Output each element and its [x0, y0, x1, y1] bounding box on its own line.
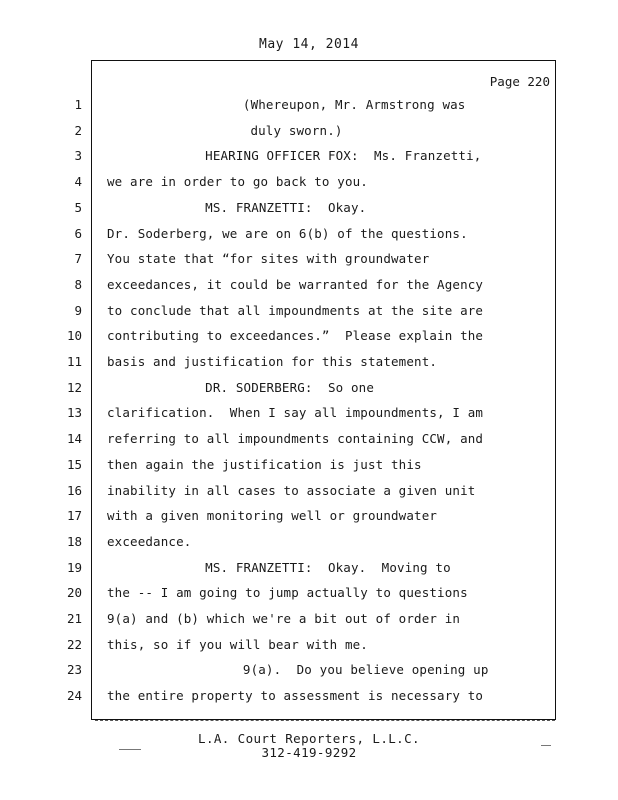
- line-number: 4: [74, 174, 82, 189]
- line-number: 7: [74, 251, 82, 266]
- transcript-line: referring to all impoundments containing CCW, and: [107, 431, 484, 446]
- line-number: 17: [66, 508, 82, 523]
- line-number: 10: [66, 328, 82, 343]
- transcript-line: this, so if you will bear with me.: [107, 637, 368, 652]
- line-number: 21: [66, 611, 82, 626]
- transcript-line: 9(a). Do you believe opening up: [242, 662, 489, 677]
- transcript-line: exceedances, it could be warranted for the Agency: [107, 277, 484, 292]
- header-date: May 14, 2014: [259, 37, 359, 52]
- transcript-line: to conclude that all impoundments at the site are: [107, 303, 484, 318]
- transcript-line: MS. FRANZETTI: Okay. Moving to: [205, 560, 451, 575]
- transcript-line: DR. SODERBERG: So one: [205, 380, 375, 395]
- frame-shadow-line: [95, 720, 555, 722]
- transcript-line: the entire property to assessment is necessary to: [107, 688, 484, 703]
- footer-firm: L.A. Court Reporters, L.L.C.: [198, 731, 420, 746]
- scan-tick: [541, 745, 551, 746]
- transcript-line: inability in all cases to associate a given unit: [107, 483, 476, 498]
- line-number: 6: [74, 226, 82, 241]
- line-number: 12: [66, 380, 82, 395]
- line-number: 11: [66, 354, 82, 369]
- line-number: 23: [66, 662, 82, 677]
- transcript-line: exceedance.: [107, 534, 192, 549]
- line-number: 19: [66, 560, 82, 575]
- transcript-line: You state that “for sites with groundwater: [107, 251, 430, 266]
- transcript-line: we are in order to go back to you.: [107, 174, 368, 189]
- line-number: 8: [74, 277, 82, 292]
- line-number: 9: [74, 303, 82, 318]
- line-number: 2: [74, 123, 82, 138]
- transcript-line: then again the justification is just this: [107, 457, 422, 472]
- line-number: 18: [66, 534, 82, 549]
- line-number: 14: [66, 431, 82, 446]
- line-number: 16: [66, 483, 82, 498]
- transcript-line: duly sworn.): [250, 123, 343, 138]
- page-number: Page 220: [489, 74, 550, 89]
- transcript-line: HEARING OFFICER FOX: Ms. Franzetti,: [205, 148, 482, 163]
- footer-phone: 312-419-9292: [261, 745, 357, 760]
- transcript-line: with a given monitoring well or groundwater: [107, 508, 438, 523]
- transcript-line: (Whereupon, Mr. Armstrong was: [242, 97, 466, 112]
- line-number: 1: [74, 97, 82, 112]
- line-number: 24: [66, 688, 82, 703]
- scan-tick: [119, 749, 141, 750]
- transcript-line: basis and justification for this statement.: [107, 354, 438, 369]
- transcript-line: Dr. Soderberg, we are on 6(b) of the questions.: [107, 226, 468, 241]
- transcript-line: contributing to exceedances.” Please explain the: [107, 328, 484, 343]
- line-number: 5: [74, 200, 82, 215]
- line-number: 20: [66, 585, 82, 600]
- transcript-line: the -- I am going to jump actually to questions: [107, 585, 468, 600]
- line-number: 15: [66, 457, 82, 472]
- line-number: 22: [66, 637, 82, 652]
- transcript-line: MS. FRANZETTI: Okay.: [205, 200, 367, 215]
- line-number: 3: [74, 148, 82, 163]
- transcript-line: 9(a) and (b) which we're a bit out of order in: [107, 611, 461, 626]
- line-number: 13: [66, 405, 82, 420]
- transcript-line: clarification. When I say all impoundments, I am: [107, 405, 484, 420]
